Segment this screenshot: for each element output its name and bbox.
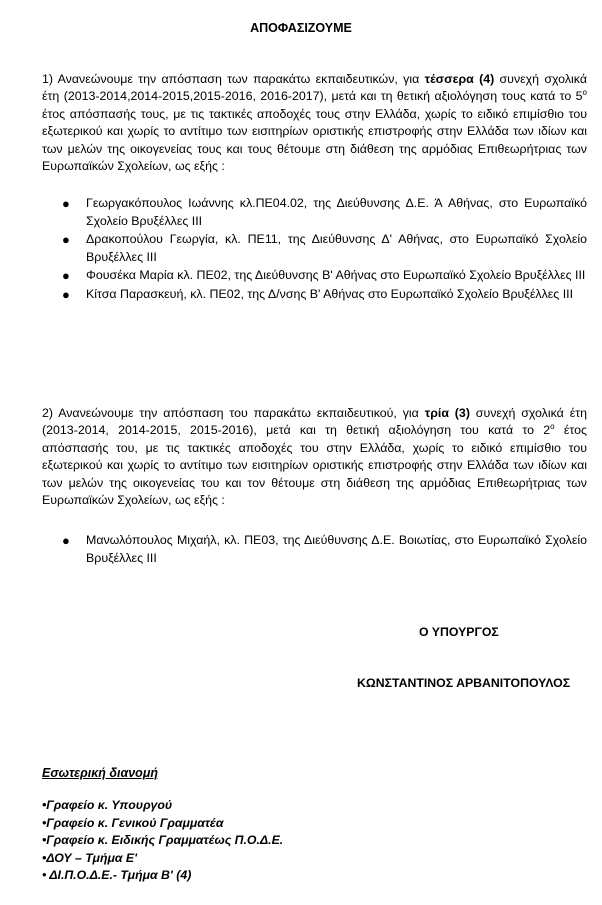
paragraph-2-text-a: 2) Ανανεώνουμε την απόσπαση του παρακάτω εκπαιδευτικού, για [42, 406, 425, 420]
list-item-text: Γεωργακόπουλος Ιωάννης κλ.ΠΕ04.02, της Διεύθυνσης Δ.Ε. Ά Αθήνας, στο Ευρωπαϊκό Σχολείο Βρυξέλλες ΙΙΙ [86, 196, 587, 228]
bullet-icon: ● [62, 533, 70, 548]
paragraph-2-text-b: συνεχή σχολικά έτη (2013-2014, 2014-2015, 2015-2016), μετά και τη θετική αξιολόγηση του κατά το 2 [42, 406, 588, 438]
document-title: ΑΠΟΦΑΣΙΖΟΥΜΕ [250, 21, 352, 35]
list-item-text: Κίτσα Παρασκευή, κλ. ΠΕ02, της Δ/νσης Β' Αθήνας στο Ευρωπαϊκό Σχολείο Βρυξέλλες ΙΙΙ [86, 286, 574, 301]
distribution-list [42, 797, 283, 885]
paragraph-2 [42, 405, 587, 509]
paragraph-1-text-b: συνεχή σχολικά έτη (2013-2014,2014-2015,2015-2016, 2016-2017), μετά και τη θετική αξιολόγηση τους κατά το 5 [42, 72, 587, 104]
bullet-icon: ● [62, 196, 70, 211]
bullet-icon: ● [62, 232, 70, 248]
distribution-item: •Γραφείο κ. Υπουργού [42, 798, 173, 812]
paragraph-1-ordinal: ο [582, 88, 587, 98]
list-item-text: Μανωλόπουλος Μιχαήλ, κλ. ΠΕ03, της Διεύθυνσης Δ.Ε. Βοιωτίας, στο Ευρωπαϊκό Σχολείο Βρυξέλλες ΙΙΙ [86, 533, 587, 565]
signature-name: ΚΩΝΣΤΑΝΤΙΝΟΣ ΑΡΒΑΝΙΤΟΠΟΥΛΟΣ [357, 676, 571, 690]
teacher-list-1 [62, 195, 587, 305]
distribution-item: • ΔΙ.Π.Ο.Δ.Ε.- Τμήμα Β' (4) [42, 868, 192, 883]
bullet-icon: ● [62, 286, 70, 302]
signature-role: Ο ΥΠΟΥΡΓΟΣ [419, 625, 499, 639]
paragraph-2-text-c: έτος απόσπασής του, με τις τακτικές αποδοχές του στην Ελλάδα, χωρίς το ειδικό επιμίσθιο του εξωτερικού και χωρίς το αντίτιμο των εισιτηρίων οριστικής επιστροφής στην Ελλάδα των ιδίων και των μελών της οικογενείας του και τον θέτουμε στη διάθεση της αρμόδιας Επιθεωρήτριας των Ευρωπαϊκών Σχολείων, ως εξής : [42, 423, 587, 508]
paragraph-2-duration: τρία (3) [424, 406, 470, 420]
paragraph-2-ordinal: ο [550, 422, 555, 432]
list-item [62, 231, 587, 266]
teacher-list-2 [62, 532, 587, 568]
list-item [62, 195, 587, 230]
paragraph-1 [42, 71, 587, 175]
paragraph-1-text-a: 1) Ανανεώνουμε την απόσπαση των παρακάτω εκπαιδευτικών, για [42, 72, 425, 86]
list-item [62, 267, 587, 285]
distribution-item: •Γραφείο κ. Ειδικής Γραμματέως Π.Ο.Δ.Ε. [42, 833, 284, 848]
list-item-text: Δρακοπούλου Γεωργία, κλ. ΠΕ11, της Διεύθυνσης Δ' Αθήνας, στο Ευρωπαϊκό Σχολείο Βρυξέλλες ΙΙΙ [86, 232, 587, 264]
distribution-item: •ΔΟΥ – Τμήμα Ε' [42, 850, 138, 865]
paragraph-1-text-c: έτος απόσπασής τους, με τις τακτικές αποδοχές τους στην Ελλάδα, χωρίς το ειδικό επιμίσθιο του εξωτερικού και χωρίς το αντίτιμο των εισιτηρίων οριστικής επιστροφής στην Ελλάδα των ιδίων και των μελών της οικογενείας τους και τους θέτουμε στη διάθεση της αρμόδιας Επιθεωρήτριας των Ευρωπαϊκών Σχολείων, ως εξής : [42, 106, 587, 174]
distribution-item: •Γραφείο κ. Γενικού Γραμματέα [42, 815, 224, 830]
list-item [62, 532, 587, 567]
paragraph-1-duration: τέσσερα (4) [424, 72, 495, 86]
bullet-icon: ● [62, 268, 70, 284]
distribution-title: Εσωτερική διανομή [42, 766, 158, 780]
list-item-text: Φουσέκα Μαρία κλ. ΠΕ02, της Διεύθυνσης Β' Αθήνας στο Ευρωπαϊκό Σχολείο Βρυξέλλες ΙΙΙ [86, 268, 586, 283]
list-item [62, 286, 587, 304]
